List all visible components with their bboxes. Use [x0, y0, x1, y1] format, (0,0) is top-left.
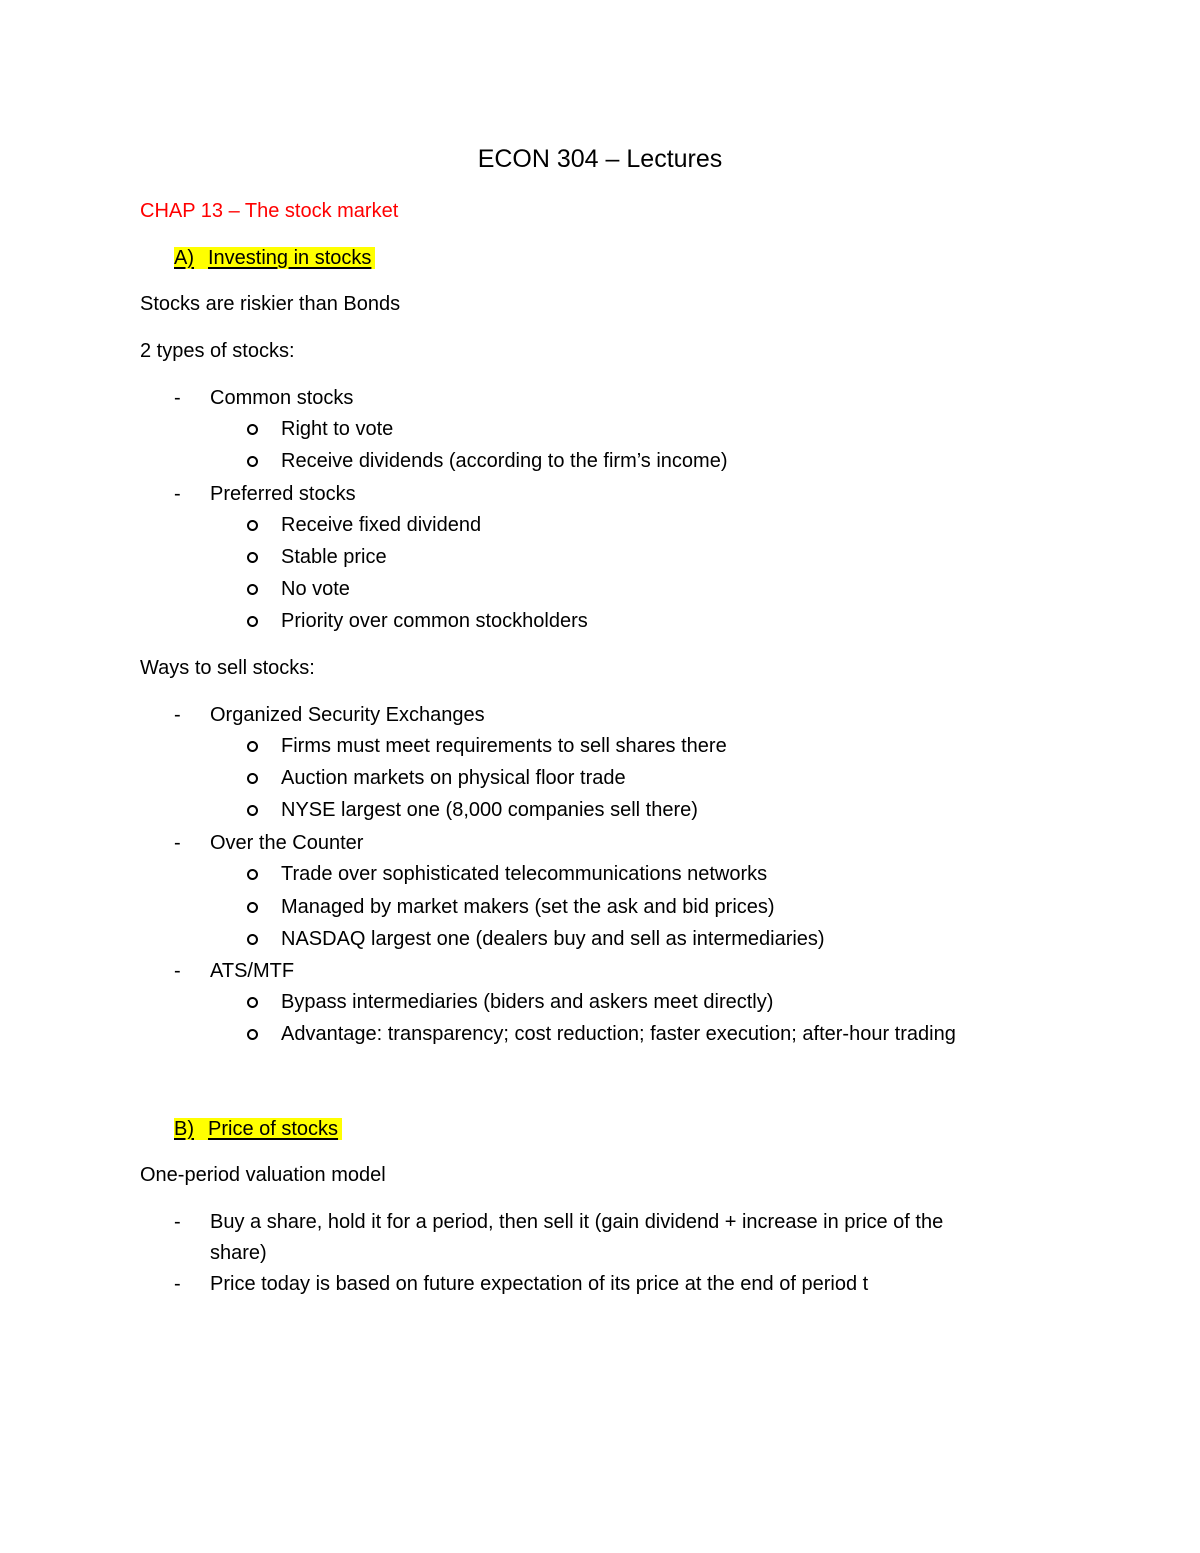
paragraph-ways-intro: Ways to sell stocks: — [140, 657, 315, 679]
section-a-title: Investing in stocks — [198, 247, 375, 269]
dash-bullet: - — [174, 1273, 181, 1295]
dash-bullet: - — [174, 387, 181, 409]
list-item-over-the-counter: Over the Counter — [210, 832, 364, 854]
dash-bullet: - — [174, 704, 181, 726]
circle-bullet-icon — [247, 424, 258, 435]
sub-item: Managed by market makers (set the ask and bid prices) — [281, 896, 775, 918]
circle-bullet-icon — [247, 520, 258, 531]
dash-bullet: - — [174, 832, 181, 854]
document-title: ECON 304 – Lectures — [477, 145, 723, 173]
circle-bullet-icon — [247, 934, 258, 945]
list-item-ats-mtf: ATS/MTF — [210, 960, 295, 982]
circle-bullet-icon — [247, 616, 258, 627]
list-item-preferred-stocks: Preferred stocks — [210, 483, 356, 505]
list-item-organized-exchanges: Organized Security Exchanges — [210, 704, 485, 726]
circle-bullet-icon — [247, 1029, 258, 1040]
chapter-heading: CHAP 13 – The stock market — [140, 200, 399, 222]
sub-item: Priority over common stockholders — [281, 610, 588, 632]
section-a-marker: A) — [174, 247, 198, 269]
sub-item: Advantage: transparency; cost reduction; faster execution; after-hour trading — [281, 1023, 956, 1045]
circle-bullet-icon — [247, 869, 258, 880]
circle-bullet-icon — [247, 584, 258, 595]
section-b-marker: B) — [174, 1118, 198, 1140]
circle-bullet-icon — [247, 741, 258, 752]
list-item-valuation: Buy a share, hold it for a period, then sell it (gain dividend + increase in price of the — [210, 1211, 944, 1233]
paragraph-valuation-intro: One-period valuation model — [140, 1164, 386, 1186]
dash-bullet: - — [174, 483, 181, 505]
sub-item: NYSE largest one (8,000 companies sell there) — [281, 799, 698, 821]
section-b-heading — [174, 1115, 342, 1143]
list-item-valuation-continued: share) — [210, 1242, 267, 1264]
sub-item: No vote — [281, 578, 350, 600]
circle-bullet-icon — [247, 552, 258, 563]
dash-bullet: - — [174, 960, 181, 982]
list-item-valuation: Price today is based on future expectation of its price at the end of period t — [210, 1273, 869, 1295]
sub-item: Receive dividends (according to the firm’s income) — [281, 450, 728, 472]
sub-item: Receive fixed dividend — [281, 514, 482, 536]
list-item-common-stocks: Common stocks — [210, 387, 354, 409]
circle-bullet-icon — [247, 997, 258, 1008]
sub-item: Bypass intermediaries (biders and askers meet directly) — [281, 991, 774, 1013]
sub-item: Stable price — [281, 546, 387, 568]
sub-item: Trade over sophisticated telecommunications networks — [281, 863, 768, 885]
sub-item: NASDAQ largest one (dealers buy and sell as intermediaries) — [281, 928, 825, 950]
sub-item: Firms must meet requirements to sell shares there — [281, 735, 727, 757]
section-b-title: Price of stocks — [198, 1118, 342, 1140]
circle-bullet-icon — [247, 902, 258, 913]
dash-bullet: - — [174, 1211, 181, 1233]
sub-item: Right to vote — [281, 418, 394, 440]
sub-item: Auction markets on physical floor trade — [281, 767, 626, 789]
circle-bullet-icon — [247, 773, 258, 784]
circle-bullet-icon — [247, 456, 258, 467]
paragraph-risk: Stocks are riskier than Bonds — [140, 293, 401, 315]
circle-bullet-icon — [247, 805, 258, 816]
section-a-heading — [174, 244, 375, 272]
paragraph-types-intro: 2 types of stocks: — [140, 340, 295, 362]
